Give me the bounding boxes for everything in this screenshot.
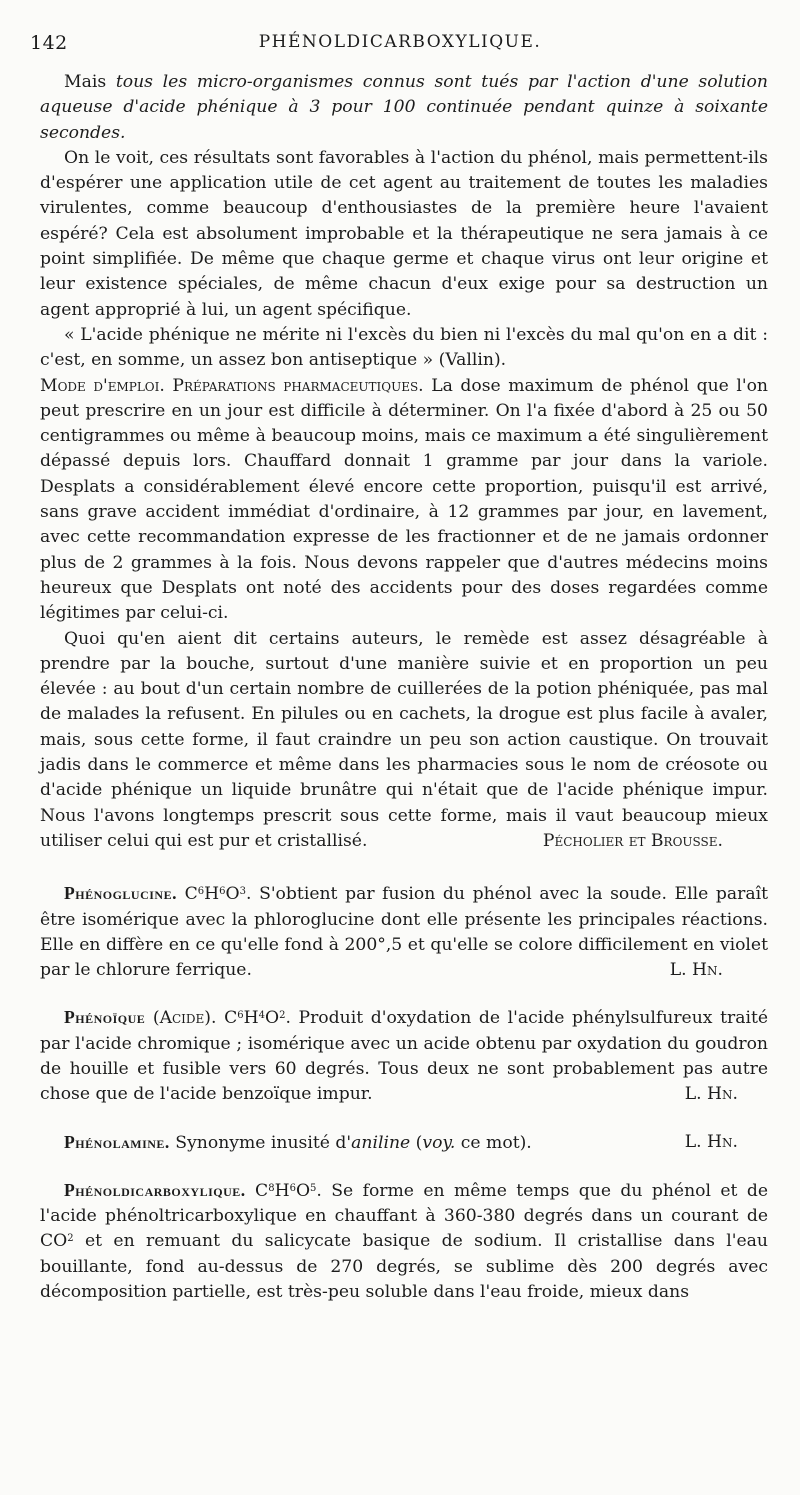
entry-phenoldicarboxylique [40,1178,768,1305]
entry-phenoique [40,1005,768,1107]
paragraph-mode-emploi [40,374,768,627]
section-label-mode-emploi: Mode d'emploi. [40,375,165,396]
author-signature: L. Hn. [684,1131,738,1152]
section-label-preparations: Préparations pharmaceutiques. [172,375,424,396]
entry-headword: Phénoïque [64,1007,146,1028]
paragraph-text: Quoi qu'en aient dit certains auteurs, le remède est assez désagréable à prendre par la bouche, surtout d'une manière suivie et en proportion un peu élevée : au bout d'un certain nombre de cuillerées de la potion phéniquée, pas mal de malades la refusent. En pilules ou en cachets, la drogue est plus facile à avaler, mais, sous cette forme, il faut craindre un peu son action caustique. On trouvait jadis dans le commerce et même dans les pharmacies sous le nom de créosote ou d'acide phénique un liquide brunâtre qui n'était que de l'acide phénique impur. Nous l'avons longtemps prescrit sous cette forme, mais il vaut beaucoup mieux utiliser celui qui est pur et cristallisé. [40,628,768,851]
co2-subscript: 2 [67,1233,74,1245]
paragraph-micro-organismes [40,70,768,146]
entry-italic-voy: voy. [422,1132,456,1153]
paragraph-remede [40,627,768,855]
paragraph-text: La dose maximum de phénol que l'on peut prescrire en un jour est difficile à déterminer. On l'a fixée d'abord à 25 ou 50 centigrammes ou même à beaucoup moins, mais ce maximum a été singulièrement dépassé depuis lors. Chauffard donnait 1 gramme par jour dans la variole. Desplats a considérablement élevé encore cette proportion, puisqu'il est arrivé, sans grave accident immédiat d'ordinaire, à 12 grammes par jour, en lavement, avec cette recommandation expresse de les fractionner et de ne jamais ordonner plus de 2 grammes à la fois. Nous devons rappeler que d'autres médecins moins heureux que Desplats ont noté des accidents pour des doses regardées comme légitimes par celui-ci. [40,375,768,624]
page-header [30,32,770,58]
entry-text: Se forme en même temps que du phénol et de l'acide phénoltricarboxylique en chauffant à 360-380 degrés dans un courant de CO [40,1180,768,1252]
author-signature: Pécholier et Brousse. [542,830,723,851]
author-signature: L. Hn. [669,960,723,981]
page-number: 142 [30,32,68,54]
page-body [40,70,768,1305]
running-title: PHÉNOLDICARBOXYLIQUE. [258,32,542,52]
entry-phenoglucine [40,881,768,983]
entry-phenolamine: Phénolamine. Synonyme inusité d'aniline (voy. ce mot). L. Hn. [40,1130,768,1156]
chemical-formula: $C^8H^6O^5$. [255,1180,322,1201]
entry-spacer [40,1156,768,1178]
entry-text: Synonyme inusité d' [175,1132,352,1153]
entry-spacer [40,854,768,881]
paragraph-lead: Mais [64,72,116,92]
entry-text: Produit d'oxydation de l'acide phénylsulfureux traité par l'acide chromique ; isomérique avec un acide obtenu par oxydation du goudron de houille et fusible vers 60 degrés. Tous deux ne sont probablement pas autre chose que de l'acide benzoïque impur. [40,1008,769,1105]
entry-spacer [40,983,768,1005]
chemical-formula: $C^6H^6O^3$. [184,884,252,905]
entry-text: S'obtient par fusion du phénol avec la soude. Elle paraît être isomérique avec la phloroglucine dont elle présente les principales réactions. Elle en diffère en ce qu'elle fond à 200°,5 et qu'elle se colore difficilement en violet par le chlorure ferrique. [40,884,768,981]
entry-headword: Phénoldicarboxylique. [64,1179,246,1200]
entry-spacer [40,1108,768,1130]
paragraph-vallin-quote: « L'acide phénique ne mérite ni l'excès du bien ni l'excès du mal qu'on en a dit : c'est, en somme, un assez bon antiseptique » (Vallin). [40,324,768,371]
paragraph-resultats: On le voit, ces résultats sont favorables à l'action du phénol, mais permettent-ils d'espérer une application utile de cet agent au traitement de toutes les maladies virulentes, comme beaucoup d'enthousiastes de la première heure l'avaient espéré? Cela est absolument improbable et la thérapeutique ne sera jamais à ce point simplifiée. De même que chaque germe et chaque virus ont leur origine et leur existence spéciales, de même chacun d'eux exige pour sa destruction un agent approprié à lui, un agent spécifique. [40,147,768,320]
author-signature: L. Hn. [684,1084,738,1105]
entry-italic-word: aniline [351,1132,411,1153]
entry-headword: Phénoglucine. [64,883,177,904]
chemical-formula: $C^6H^4O^2$. [224,1008,291,1029]
entry-text-continued: et en remuant du salicycate basique de sodium. Il cristallise dans l'eau bouillante, fond au-dessus de 270 degrés, se sublime dès 200 degrés avec décomposition partielle, est très-peu soluble dans l'eau froide, mieux dans [40,1231,768,1303]
entry-headword: Phénolamine. [64,1131,170,1152]
paragraph-italic-text: tous les micro-organismes connus sont tués par l'action d'une solution aqueuse d'acide phénique à 3 pour 100 continuée pendant quinze à soixante secondes. [40,72,768,143]
entry-qualifier: (Acide). [152,1008,217,1029]
